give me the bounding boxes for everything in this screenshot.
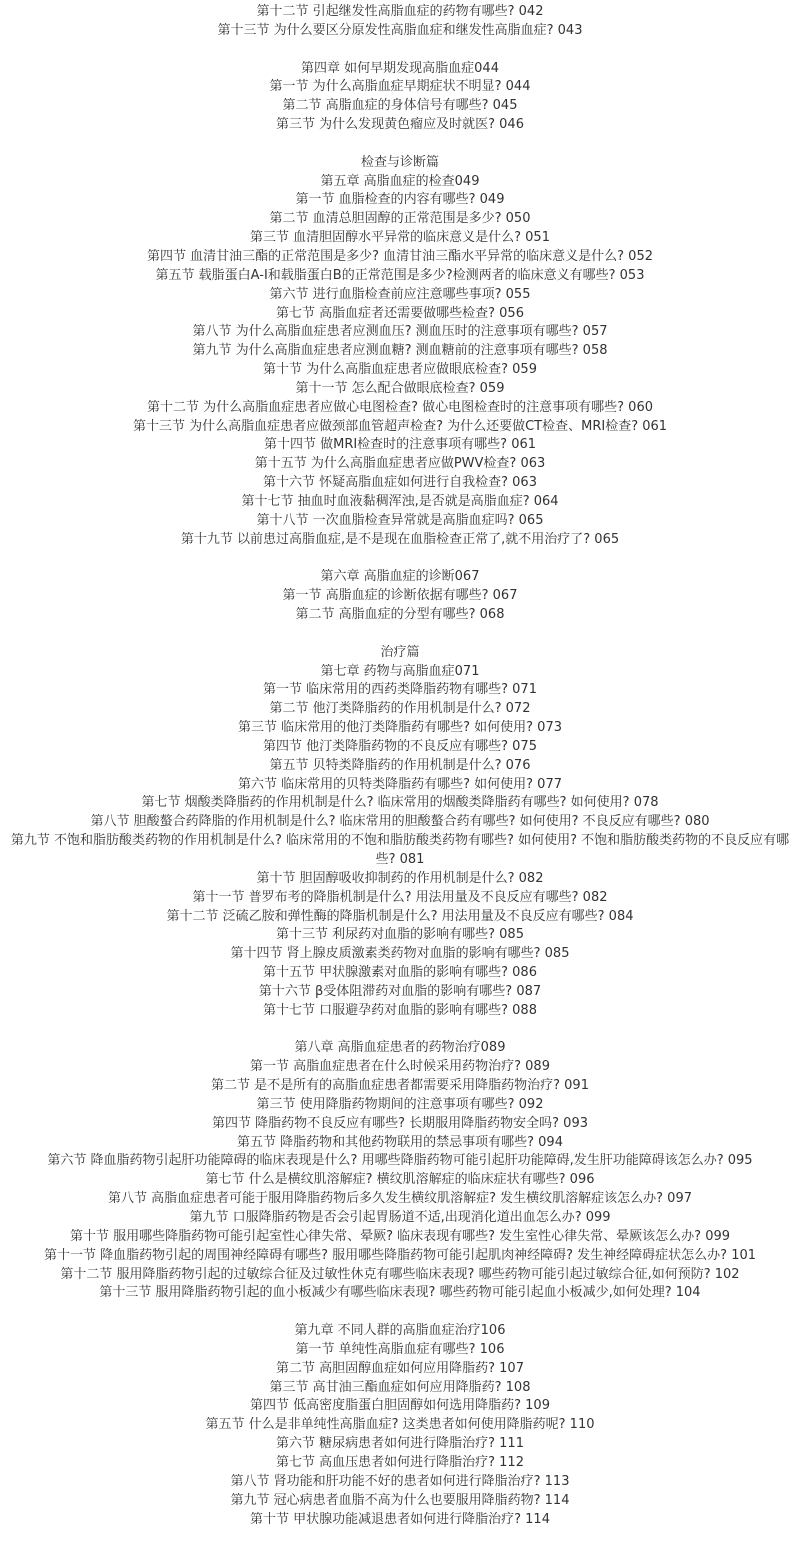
toc-entry: 第五节 贝特类降脂药的作用机制是什么? 076 [269, 757, 531, 773]
toc-entry: 第九节 不饱和脂肪酸类药物的作用机制是什么? 临床常用的不饱和脂肪酸类药物有哪些? 如何使用? 不饱和脂肪酸类药物的不良反应有哪些? 081 [10, 833, 790, 867]
toc-entry: 第四节 他汀类降脂药物的不良反应有哪些? 075 [263, 738, 537, 754]
toc-entry: 第四章 如何早期发现高脂血症044 [301, 60, 499, 76]
toc-entry: 第十七节 口服避孕药对血脂的影响有哪些? 088 [263, 1002, 537, 1018]
toc-entry: 第十一节 降血脂药物引起的周围神经障碍有哪些? 服用哪些降脂药物可能引起肌肉神经障碍? 发生神经障碍症状怎么办? 101 [43, 1247, 757, 1263]
toc-entry: 第十节 甲状腺功能减退患者如何进行降脂治疗? 114 [250, 1511, 550, 1527]
blank-line [0, 1021, 800, 1040]
blank-line [0, 625, 800, 644]
toc-entry: 第十八节 一次血脂检查异常就是高脂血症吗? 065 [256, 512, 544, 528]
toc-entry: 第三节 临床常用的他汀类降脂药有哪些? 如何使用? 073 [237, 720, 562, 736]
toc-entry: 第三节 血清胆固醇水平异常的临床意义是什么? 051 [250, 230, 550, 246]
toc-entry: 第一节 血脂检查的内容有哪些? 049 [295, 192, 505, 208]
toc-entry: 第十三节 利尿药对血脂的影响有哪些? 085 [276, 927, 524, 943]
toc-entry: 第三节 使用降脂药物期间的注意事项有哪些? 092 [256, 1096, 544, 1112]
toc-entry: 第八节 胆酸螯合药降脂的作用机制是什么? 临床常用的胆酸螯合药有哪些? 如何使用? 不良反应有哪些? 080 [90, 814, 710, 830]
toc-entry: 第十四节 肾上腺皮质激素类药物对血脂的影响有哪些? 085 [230, 946, 570, 962]
toc-entry: 第十一节 怎么配合做眼底检查? 059 [295, 380, 505, 396]
toc-entry: 第四节 低高密度脂蛋白胆固醇如何选用降脂药? 109 [250, 1398, 550, 1414]
toc-entry: 第十二节 服用降脂药物引起的过敏综合征及过敏性休克有哪些临床表现? 哪些药物可能引起过敏综合征,如何预防? 102 [60, 1266, 740, 1282]
toc-entry: 第二节 高胆固醇血症如何应用降脂药? 107 [276, 1360, 524, 1376]
table-of-contents [0, 3, 800, 1529]
toc-entry: 第一节 临床常用的西药类降脂药物有哪些? 071 [263, 682, 537, 698]
toc-entry: 第九节 冠心病患者血脂不高为什么也要服用降脂药物? 114 [230, 1492, 570, 1508]
toc-entry: 第十五节 为什么高脂血症患者应做PWV检查? 063 [254, 456, 546, 472]
toc-entry: 第九章 不同人群的高脂血症治疗106 [294, 1323, 506, 1339]
toc-entry: 第八节 肾功能和肝功能不好的患者如何进行降脂治疗? 113 [230, 1473, 570, 1489]
toc-entry: 第七节 烟酸类降脂药的作用机制是什么? 临床常用的烟酸类降脂药有哪些? 如何使用? 078 [141, 795, 659, 811]
toc-entry: 第二节 他汀类降脂药的作用机制是什么? 072 [269, 701, 531, 717]
toc-entry: 第七节 高脂血症者还需要做哪些检查? 056 [276, 305, 524, 321]
toc-entry: 第三节 高甘油三酯血症如何应用降脂药? 108 [269, 1379, 531, 1395]
toc-entry: 治疗篇 [380, 644, 420, 660]
toc-entry: 第一节 高脂血症的诊断依据有哪些? 067 [282, 588, 518, 604]
toc-entry: 第一节 高脂血症患者在什么时候采用药物治疗? 089 [250, 1059, 550, 1075]
toc-entry: 第六节 降血脂药物引起肝功能障碍的临床表现是什么? 用哪些降脂药物可能引起肝功能障碍,发生肝功能障碍该怎么办? 095 [47, 1153, 753, 1169]
toc-entry: 第十二节 泛硫乙胺和弹性酶的降脂机制是什么? 用法用量及不良反应有哪些? 084 [166, 908, 634, 924]
toc-entry: 第九节 为什么高脂血症患者应测血糖? 测血糖前的注意事项有哪些? 058 [192, 343, 608, 359]
toc-entry: 第七节 高血压患者如何进行降脂治疗? 112 [276, 1454, 524, 1470]
toc-entry: 第二节 血清总胆固醇的正常范围是多少? 050 [269, 211, 531, 227]
toc-entry: 第五节 降脂药物和其他药物联用的禁忌事项有哪些? 094 [237, 1134, 563, 1150]
toc-entry: 第十七节 抽血时血液黏稠浑浊,是否就是高脂血症? 064 [241, 493, 559, 509]
toc-entry: 第四节 血清甘油三酯的正常范围是多少? 血清甘油三酯水平异常的临床意义是什么? 052 [146, 248, 653, 264]
toc-entry: 第五章 高脂血症的检查049 [320, 173, 480, 189]
toc-entry: 第九节 口服降脂药物是否会引起胃肠道不适,出现消化道出血怎么办? 099 [189, 1210, 611, 1225]
blank-line [0, 135, 800, 154]
toc-entry: 第八节 为什么高脂血症患者应测血压? 测血压时的注意事项有哪些? 057 [192, 324, 608, 340]
toc-entry: 第十九节 以前患过高脂血症,是不是现在血脂检查正常了,就不用治疗了? 065 [180, 531, 620, 547]
toc-entry: 第十六节 β受体阻滞药对血脂的影响有哪些? 087 [258, 983, 542, 999]
toc-entry: 检查与诊断篇 [360, 154, 439, 170]
toc-entry: 第三节 为什么发现黄色瘤应及时就医? 046 [276, 117, 524, 133]
toc-entry: 第十节 服用哪些降脂药物可能引起室性心律失常、晕厥? 临床表现有哪些? 发生室性心律失常、晕厥该怎么办? 099 [69, 1228, 731, 1244]
blank-line [0, 41, 800, 60]
toc-entry: 第十一节 普罗布考的降脂机制是什么? 用法用量及不良反应有哪些? 082 [192, 889, 608, 905]
toc-entry: 第二节 高脂血症的身体信号有哪些? 045 [282, 98, 518, 114]
toc-entry: 第二节 是不是所有的高脂血症患者都需要采用降脂药物治疗? 091 [211, 1078, 589, 1094]
toc-entry: 第七章 药物与高脂血症071 [320, 663, 480, 679]
toc-entry: 第十四节 做MRI检查时的注意事项有哪些? 061 [263, 437, 537, 453]
toc-entry: 第十六节 怀疑高脂血症如何进行自我检查? 063 [263, 475, 537, 491]
toc-entry: 第二节 高脂血症的分型有哪些? 068 [295, 607, 505, 622]
toc-entry: 第八节 高脂血症患者可能于服用降脂药物后多久发生横纹肌溶解症? 发生横纹肌溶解症该怎么办? 097 [107, 1191, 692, 1207]
toc-entry: 第十三节 为什么高脂血症患者应做颈部血管超声检查? 为什么还要做CT检查、MRI检查? 061 [132, 418, 668, 434]
toc-entry: 第十五节 甲状腺激素对血脂的影响有哪些? 086 [263, 965, 537, 981]
toc-entry: 第六节 糖尿病患者如何进行降脂治疗? 111 [276, 1436, 524, 1452]
toc-entry: 第十节 胆固醇吸收抑制药的作用机制是什么? 082 [256, 870, 544, 886]
toc-entry: 第十节 为什么高脂血症患者应做眼底检查? 059 [263, 362, 537, 378]
toc-entry: 第五节 什么是非单纯性高脂血症? 这类患者如何使用降脂药呢? 110 [205, 1417, 595, 1433]
toc-entry: 第十三节 服用降脂药物引起的血小板减少有哪些临床表现? 哪些药物可能引起血小板减少,如何处理? 104 [99, 1285, 701, 1301]
blank-line [0, 549, 800, 568]
toc-entry: 第一节 为什么高脂血症早期症状不明显? 044 [269, 79, 531, 95]
toc-entry: 第七节 什么是横纹肌溶解症? 横纹肌溶解症的临床症状有哪些? 096 [205, 1172, 595, 1188]
toc-entry: 第一节 单纯性高脂血症有哪些? 106 [295, 1341, 505, 1357]
blank-line [0, 1303, 800, 1322]
toc-entry: 第十二节 引起继发性高脂血症的药物有哪些? 042 [256, 4, 544, 19]
toc-entry: 第四节 降脂药物不良反应有哪些? 长期服用降脂药物安全吗? 093 [211, 1115, 588, 1131]
toc-entry: 第六章 高脂血症的诊断067 [320, 569, 480, 585]
toc-entry: 第十三节 为什么要区分原发性高脂血症和继发性高脂血症? 043 [217, 22, 583, 38]
toc-entry: 第六节 临床常用的贝特类降脂药有哪些? 如何使用? 077 [237, 776, 562, 792]
toc-entry: 第十二节 为什么高脂血症患者应做心电图检查? 做心电图检查时的注意事项有哪些? 060 [146, 399, 653, 415]
toc-entry: 第五节 载脂蛋白A-I和载脂蛋白B的正常范围是多少?检测两者的临床意义有哪些? 053 [155, 267, 645, 283]
toc-entry: 第六节 进行血脂检查前应注意哪些事项? 055 [269, 286, 531, 302]
toc-entry: 第八章 高脂血症患者的药物治疗089 [294, 1040, 506, 1056]
